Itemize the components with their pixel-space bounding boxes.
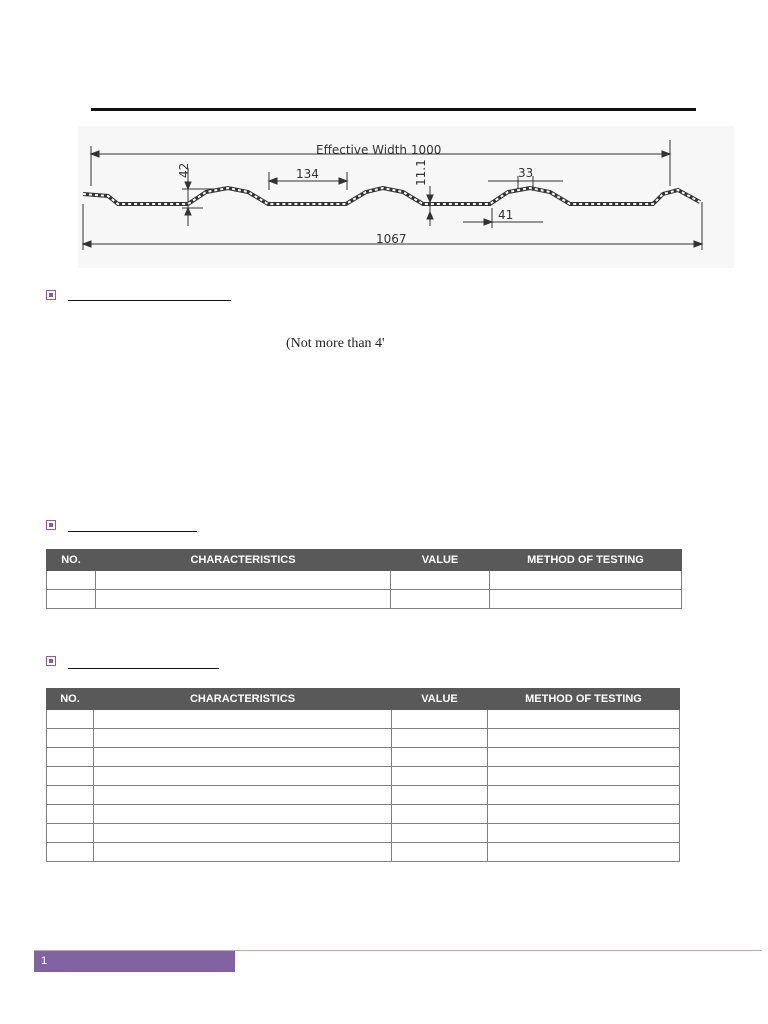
table-cell (94, 748, 392, 767)
table-cell (392, 786, 488, 805)
table-cell (47, 843, 94, 862)
purple-square-bullet-icon (46, 656, 56, 666)
header-value: VALUE (391, 550, 490, 571)
table-cell (47, 786, 94, 805)
table-row (47, 786, 680, 805)
table-cell (392, 843, 488, 862)
rib-base-label: 41 (498, 208, 514, 222)
table-row (47, 590, 682, 609)
rib-gap-label: 11.1 (414, 159, 428, 186)
table-cell (392, 824, 488, 843)
table-cell (391, 571, 490, 590)
crest-width-label: 33 (518, 166, 534, 180)
table-row (47, 843, 680, 862)
table-cell (94, 729, 392, 748)
header-method: METHOD OF TESTING (490, 550, 682, 571)
table-cell (488, 843, 680, 862)
table-cell (488, 767, 680, 786)
table-cell (488, 710, 680, 729)
table-cell (47, 710, 94, 729)
section-heading-underline (68, 300, 231, 301)
characteristics-table-2 (46, 688, 680, 862)
header-characteristics: CHARACTERISTICS (96, 550, 391, 571)
table-cell (47, 824, 94, 843)
effective-width-label: Effective Width 1000 (316, 143, 442, 157)
table-cell (96, 571, 391, 590)
table-row (47, 571, 682, 590)
total-width-label: 1067 (376, 232, 407, 246)
table-cell (94, 805, 392, 824)
table-header-row (47, 689, 680, 710)
table-cell (392, 710, 488, 729)
table-row (47, 710, 680, 729)
section-heading-underline (68, 531, 197, 532)
table-cell (490, 571, 682, 590)
table-cell (392, 748, 488, 767)
header-no: NO. (47, 550, 96, 571)
table-row (47, 729, 680, 748)
header-characteristics: CHARACTERISTICS (94, 689, 392, 710)
table-cell (94, 824, 392, 843)
table-cell (488, 748, 680, 767)
header-value: VALUE (392, 689, 488, 710)
page-number: 1 (34, 951, 235, 972)
table-row (47, 748, 680, 767)
table-cell (488, 729, 680, 748)
table-cell (47, 729, 94, 748)
table-cell (391, 590, 490, 609)
table-header-row (47, 550, 682, 571)
roof-sheet-profile-drawing (78, 126, 734, 268)
table-row (47, 767, 680, 786)
table-cell (490, 590, 682, 609)
pan-width-label: 134 (296, 167, 319, 181)
table-row (47, 805, 680, 824)
table-cell (94, 767, 392, 786)
table-cell (94, 710, 392, 729)
table-cell (392, 729, 488, 748)
table-cell (488, 805, 680, 824)
table-cell (392, 767, 488, 786)
header-no: NO. (47, 689, 94, 710)
table-cell (47, 767, 94, 786)
table-cell (94, 786, 392, 805)
table-cell (488, 786, 680, 805)
table-cell (47, 805, 94, 824)
purple-square-bullet-icon (46, 520, 56, 530)
header-method: METHOD OF TESTING (488, 689, 680, 710)
table-cell (392, 805, 488, 824)
table-row (47, 824, 680, 843)
size-note: (Not more than 4' (286, 336, 385, 351)
table-cell (94, 843, 392, 862)
table-cell (488, 824, 680, 843)
table-cell (96, 590, 391, 609)
rib-height-label: 42 (177, 162, 191, 178)
top-divider (91, 108, 696, 111)
table-cell (47, 590, 96, 609)
table-cell (47, 571, 96, 590)
table-cell (47, 748, 94, 767)
characteristics-table-1 (46, 549, 682, 609)
purple-square-bullet-icon (46, 290, 56, 300)
section-heading-underline (68, 668, 219, 669)
